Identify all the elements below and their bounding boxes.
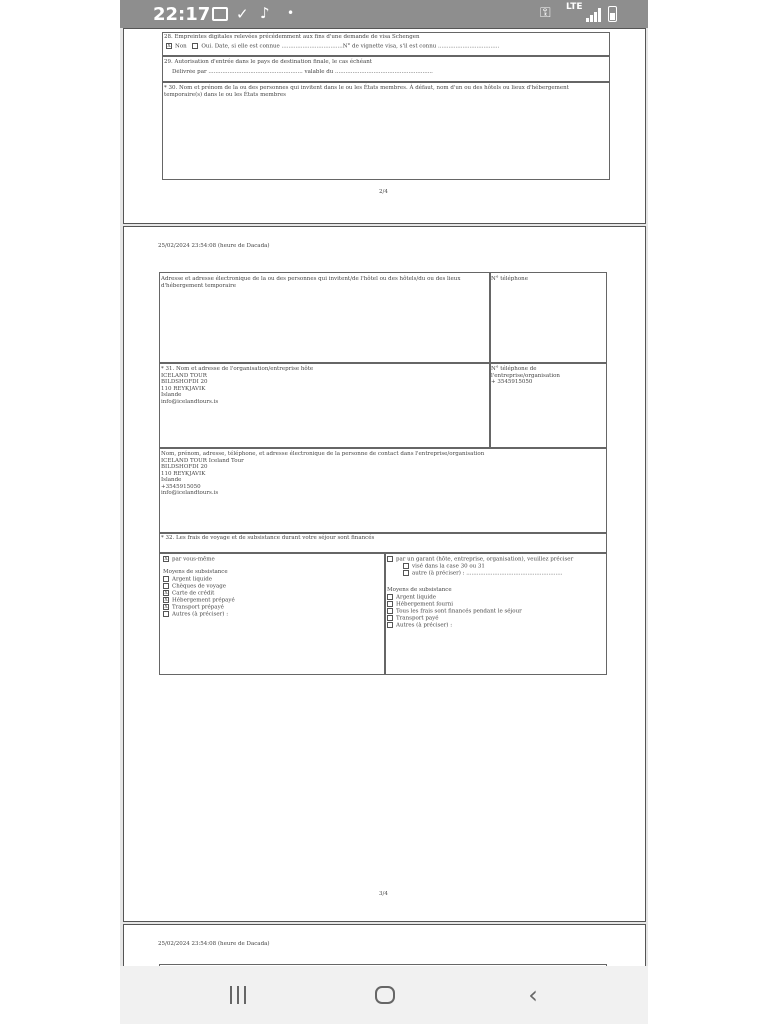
checkbox [403, 570, 409, 576]
tiktok-icon: ♪ [260, 4, 270, 22]
checkbox [387, 601, 393, 607]
contact-block [161, 451, 601, 497]
item-31-block [161, 366, 481, 405]
checkbox [163, 611, 169, 617]
contact-line: ICELAND TOUR Iceland Tour [161, 457, 244, 464]
checkbox [163, 583, 169, 589]
checkbox [387, 594, 393, 600]
key-icon: ⚿ [540, 5, 551, 21]
self-label: par vous-même [172, 556, 215, 563]
contact-line: info@icelandtours.is [161, 490, 219, 496]
battery-icon [608, 6, 617, 22]
signal-icon [586, 8, 602, 22]
contact-label: Nom, prénom, adresse, téléphone, et adresse électronique de la personne de contact dans l'entreprise/organisation [161, 451, 485, 457]
divider [489, 272, 491, 447]
org-email: info@icelandtours.is [161, 398, 219, 405]
checkbox [387, 622, 393, 628]
sponsor-means-title: Moyens de subsistance [387, 587, 452, 593]
divider [384, 552, 386, 675]
checkbox [387, 615, 393, 621]
page-number: 3/4 [379, 891, 388, 897]
checkbox [403, 563, 409, 569]
org-phone-label: N° téléphone de l'entreprise/organisation [491, 366, 560, 379]
self-means-title: Moyens de subsistance [163, 569, 228, 575]
item-32-label: * 32. Les frais de voyage et de subsistance durant votre séjour sont financés [161, 535, 375, 541]
recent-apps-icon[interactable] [223, 982, 253, 1008]
org-phone-value: + 3545915050 [491, 379, 533, 385]
divider [159, 362, 607, 364]
checkbox-checked: X [164, 589, 168, 596]
navigation-bar [120, 966, 648, 1024]
dot-icon: • [287, 6, 295, 20]
lte-icon: LTE [566, 2, 583, 12]
checkbox [387, 608, 393, 614]
org-name: ICELAND TOUR [161, 372, 207, 379]
org-phone-block [491, 366, 601, 386]
phone-label: N° téléphone [491, 276, 528, 282]
org-street: BILDSHOFDI 20 [161, 379, 208, 385]
contact-line: +3545915050 [161, 483, 201, 490]
status-bar [120, 0, 648, 28]
contact-line: BILDSHOFDI 20 [161, 464, 208, 470]
checkbox-checked: X [164, 596, 168, 603]
org-country: Islande [161, 392, 182, 398]
contact-line: 110 REYKJAVIK [161, 470, 206, 477]
checkbox-checked: X [164, 556, 168, 562]
address-label: Adresse et adresse électronique de la ou des personnes qui invitent/de l'hôtel ou des hôtels/du ou des lieux d'hébergement temporaire [161, 276, 461, 289]
checkbox-checked: X [164, 603, 168, 610]
divider [159, 447, 607, 449]
item-28-label: 28. Empreintes digitales relevées précédemment aux fins d'une demande de visa Schengen [164, 34, 420, 40]
pdf-page-2 [123, 28, 646, 224]
home-icon[interactable] [370, 982, 400, 1008]
page-number: 2/4 [379, 189, 388, 195]
sponsor-label: par un garant (hôte, entreprise, organisation), veuillez préciser [396, 556, 574, 563]
divider [159, 532, 607, 534]
status-time: 22:17 [153, 4, 211, 25]
page-header: 25/02/2024 23:54:08 (heure de Dacada) [158, 941, 270, 947]
pdf-page-3 [123, 226, 646, 922]
image-icon [212, 7, 228, 21]
item-29-label: 29. Autorisation d'entrée dans le pays de destination finale, le cas échéant [164, 59, 373, 65]
item-30-label: * 30. Nom et prénom de la ou des personnes qui invitent dans le ou les États membres. À défaut, nom d'un ou des hôtels ou lieux d'hébergement temporaire(s) dans le ou les États membres [164, 85, 569, 98]
checkbox-checked: X [167, 43, 171, 49]
checkbox [192, 43, 198, 49]
item-29-line: Délivrée par ...................................................... valable du ........................................................ [172, 69, 433, 75]
page-header: 25/02/2024 23:54:08 (heure de Dacada) [158, 243, 270, 249]
back-icon[interactable]: ‹ [528, 981, 538, 1009]
self-financed-block: X par vous-même Moyens de subsistance Argent liquide Chèques de voyage X Carte de crédit X Hébergement prépayé X Transport prépayé Autres (à préciser) : [163, 556, 378, 618]
item-28-options: X Non Oui. Date, si elle est connue ...................................N° de vignette visa, s'il est connu ................................... [167, 43, 500, 50]
contact-line: Islande [161, 477, 182, 483]
divider [159, 552, 607, 554]
org-city: 110 REYKJAVIK [161, 385, 206, 392]
checkbox [387, 556, 393, 562]
check-download-icon: ✓ [236, 5, 249, 23]
checkbox [163, 576, 169, 582]
sponsor-block: par un garant (hôte, entreprise, organisation), veuillez préciser visé dans la case 30 ou 31 autre (à préciser) : ....................................................... Moyens de subsistance Argent liquide Hébergement fourni Tous les frais sont financés pendant le séjour Transport payé Autres (à préciser) : [387, 556, 603, 629]
item-31-label: * 31. Nom et adresse de l'organisation/entreprise hôte [161, 366, 314, 372]
